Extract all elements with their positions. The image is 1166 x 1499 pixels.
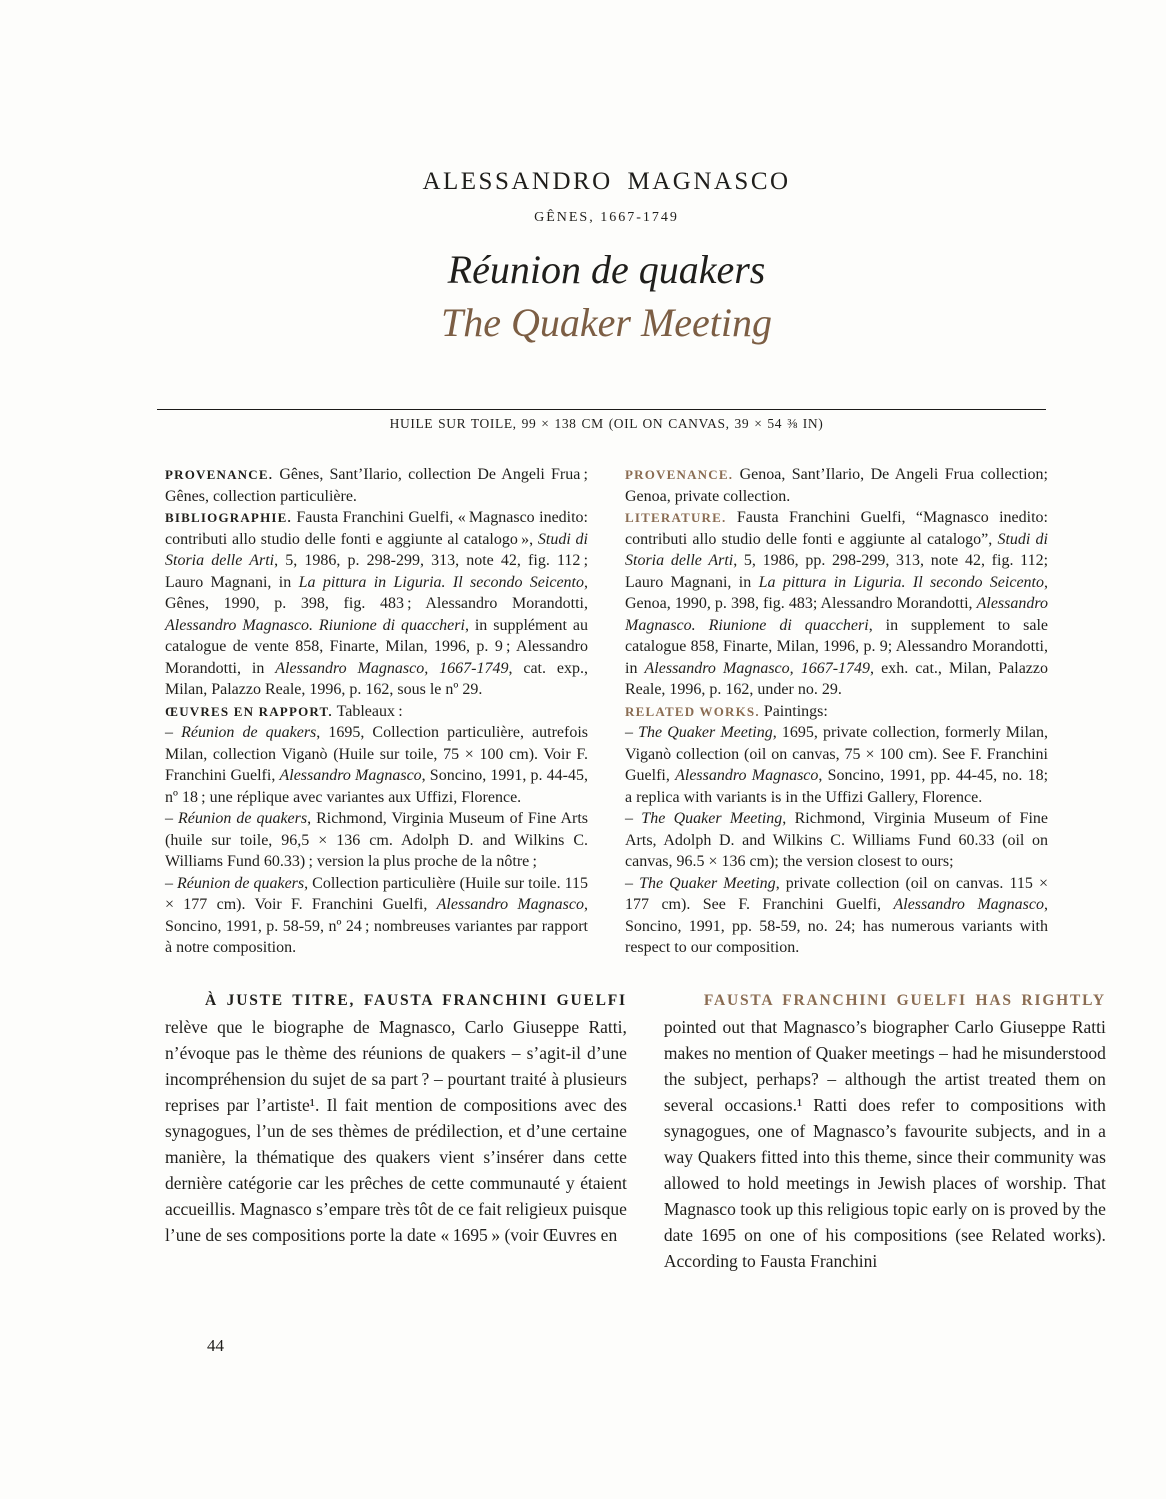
catalog-entry — [625, 808, 1048, 873]
divider-rule — [157, 409, 1046, 410]
catalog-entry-text: – The Quaker Meeting, Richmond, Virginia Museum of Fine Arts, Adolph D. and Wilkins C. Williams Fund 60.33 (oil on canvas, 96.5 × 136 cm); the version closest to ours; — [625, 810, 1048, 870]
catalog-entry — [165, 722, 588, 808]
medium-dimensions-line: HUILE SUR TOILE, 99 × 138 CM (OIL ON CANVAS, 39 × 54 ⅜ IN) — [389, 416, 824, 431]
essay-section — [165, 988, 1106, 1274]
catalog-entry-text: – Réunion de quakers, Collection particulière (Huile sur toile. 115 × 177 cm). Voir F. Franchini Guelfi, Alessandro Magnasco, Soncino, 1991, p. 58-59, nº 24 ; nombreuses variantes par rapport à notre composition. — [165, 874, 588, 956]
catalog-section-label: PROVENANCE. — [165, 467, 274, 482]
catalog-entry-text: Genoa, Sant’Ilario, De Angeli Frua collection; Genoa, private collection. — [625, 466, 1048, 505]
artist-dates: GÊNES, 1667-1749 — [534, 210, 679, 225]
work-title-english: The Quaker Meeting — [440, 300, 772, 345]
page-number: 44 — [207, 1336, 224, 1355]
catalog-entry-text: – Réunion de quakers, Richmond, Virginia Museum of Fine Arts (huile sur toile, 96,5 × 136 cm. Adolph D. and Wilkins C. Williams Fund 60.33) ; version la plus proche de la nôtre ; — [165, 810, 589, 870]
catalog-entry-text: Fausta Franchini Guelfi, “Magnasco inedito: contributi allo studio delle fonti e aggiunte al catalogo”, Studi di Storia delle Arti, 5, 1986, pp. 298-299, 313, note 42, fig. 112; Lauro Magnani, in La pittura in Liguria. Il secondo Seicento, Genoa, 1990, p. 398, fig. 483; Alessandro Morandotti, Alessandro Magnasco. Riunione di quaccheri, in supplement to sale catalogue 858, Finarte, Milan, 1996, p. 9; Alessandro Morandotti, in Alessandro Magnasco, 1667-1749, exh. cat., Milan, Palazzo Reale, 1996, p. 162, under no. 29. — [625, 509, 1049, 698]
catalog-entry-text: Tableaux : — [332, 702, 403, 720]
catalog-entry — [625, 701, 1048, 723]
essay-column-french — [165, 988, 627, 1274]
catalog-section-label: LITERATURE. — [625, 510, 727, 525]
catalog-section-label: PROVENANCE. — [625, 467, 734, 482]
catalog-entry — [165, 464, 588, 507]
catalog-section-label: BIBLIOGRAPHIE. — [165, 510, 292, 525]
catalog-entry — [625, 464, 1048, 507]
essay-body-french: relève que le biographe de Magnasco, Carlo Giuseppe Ratti, n’évoque pas le thème des réunions de quakers – s’agit-il d’une incompréhension du sujet de sa part ? – pourtant traité à plusieurs reprises par l’artiste¹. Il fait mention de compositions avec des synagogues, l’un de ses thèmes de prédilection, et d’une certaine manière, la thématique des quakers vient s’insérer dans cette dernière catégorie car les prêches de cette communauté y étaient accueillis. Magnasco s’empare très tôt de ce fait religieux puisque l’une de ses compositions porte la date « 1695 » (voir Œuvres en — [165, 1017, 627, 1245]
catalog-section-label: RELATED WORKS. — [625, 703, 760, 719]
catalog-entry-text: – Réunion de quakers, 1695, Collection particulière, autrefois Milan, collection Viganò (Huile sur toile, 75 × 100 cm). Voir F. Franchini Guelfi, Alessandro Magnasco, Soncino, 1991, p. 44-45, nº 18 ; une réplique avec variantes aux Uffizi, Florence. — [165, 724, 588, 806]
catalog-entry — [625, 507, 1048, 701]
artist-name: ALESSANDRO MAGNASCO — [422, 168, 791, 195]
catalog-entry — [165, 873, 588, 959]
catalog-entry — [165, 808, 588, 873]
catalog-section-label: ŒUVRES EN RAPPORT. — [165, 703, 333, 719]
catalog-entry-text: – The Quaker Meeting, 1695, private collection, formerly Milan, Viganò collection (oil on canvas, 75 × 100 cm). See F. Franchini Guelfi, Alessandro Magnasco, Soncino, 1991, pp. 44-45, no. 18; a replica with variants is in the Uffizi Gallery, Florence. — [625, 724, 1049, 806]
essay-body-english: pointed out that Magnasco’s biographer Carlo Giuseppe Ratti makes no mention of Quaker meetings – had he misunderstood the subject, perhaps? – although the artist treated them on several occasions.¹ Ratti does refer to compositions with synagogues, one of Magnasco’s favourite subjects, and in a way Quakers fitted into this theme, since their community was allowed to hold meetings in Jewish places of worship. That Magnasco took up this religious topic early on is proved by the date 1695 on one of his compositions (see Related works). According to Fausta Franchini — [663, 1017, 1106, 1271]
catalog-column-french — [165, 464, 588, 959]
catalog-section — [165, 464, 1048, 959]
essay-lead-english: FAUSTA FRANCHINI GUELFI HAS RIGHTLY — [703, 992, 1106, 1009]
catalog-entry-text: Gênes, Sant’Ilario, collection De Angeli Frua ; Gênes, collection particulière. — [165, 466, 588, 505]
catalog-entry — [625, 722, 1048, 808]
catalog-entry-text: – The Quaker Meeting, private collection (oil on canvas. 115 × 177 cm). See F. Franchini Guelfi, Alessandro Magnasco, Soncino, 1991, pp. 58-59, no. 24; has numerous variants with respect to our composition. — [625, 874, 1049, 956]
catalog-entry — [625, 873, 1048, 959]
essay-column-english — [664, 988, 1106, 1274]
essay-lead-french: À JUSTE TITRE, FAUSTA FRANCHINI GUELFI — [205, 992, 627, 1009]
catalog-column-english — [625, 464, 1048, 959]
catalog-entry-text: Fausta Franchini Guelfi, « Magnasco inedito: contributi allo studio delle fonti e aggiunte al catalogo », Studi di Storia delle Arti, 5, 1986, p. 298-299, 313, note 42, fig. 112 ; Lauro Magnani, in La pittura in Liguria. Il secondo Seicento, Gênes, 1990, p. 398, fig. 483 ; Alessandro Morandotti, Alessandro Magnasco. Riunione di quaccheri, in supplément au catalogue de vente 858, Finarte, Milan, 1996, p. 9 ; Alessandro Morandotti, in Alessandro Magnasco, 1667-1749, cat. exp., Milan, Palazzo Reale, 1996, p. 162, sous le nº 29. — [165, 509, 589, 698]
work-title-french: Réunion de quakers — [447, 247, 766, 292]
catalog-entry — [165, 507, 588, 701]
catalog-entry-text: Paintings: — [759, 702, 828, 720]
catalog-entry — [165, 701, 588, 723]
